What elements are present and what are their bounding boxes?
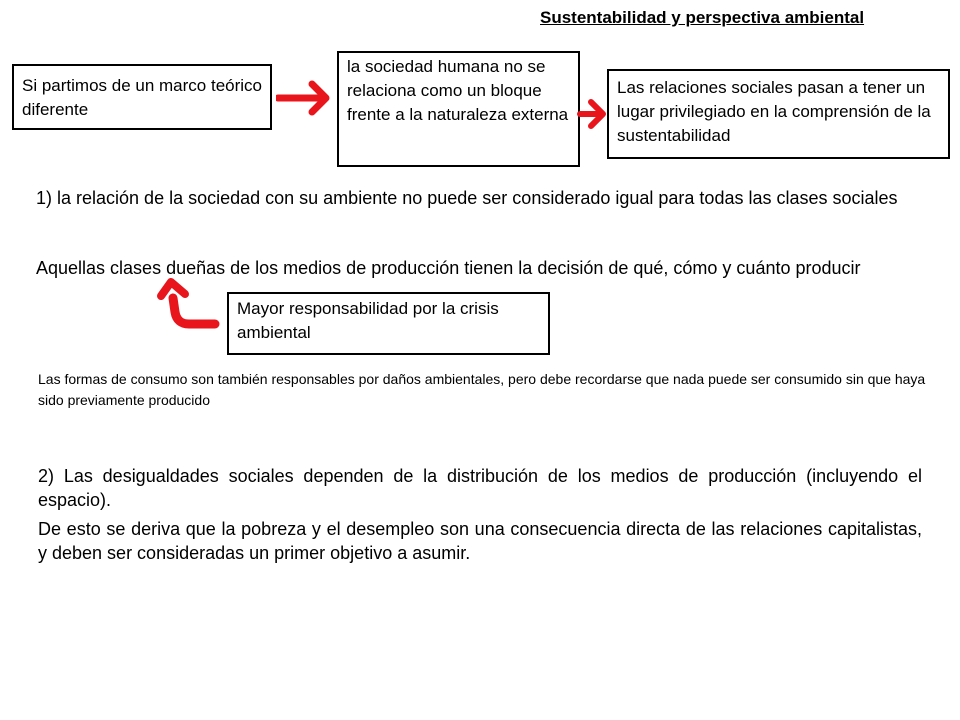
owners-text: Aquellas clases dueñas de los medios de producción tienen la decisión de qué, cómo y cuánto producir bbox=[36, 258, 861, 278]
flow-box-sociedad: la sociedad humana no se relaciona como un bloque frente a la naturaleza externa bbox=[337, 51, 580, 167]
point-2-text: 2) Las desigualdades sociales dependen de la distribución de los medios de producción (incluyendo el espacio). bbox=[38, 466, 922, 510]
consequence-text: De esto se deriva que la pobreza y el desempleo son una consecuencia directa de las relaciones capitalistas, y deben ser consideradas un primer objetivo a asumir. bbox=[38, 519, 922, 563]
curved-up-arrow-icon bbox=[155, 276, 221, 338]
responsibility-box: Mayor responsabilidad por la crisis ambiental bbox=[227, 292, 550, 355]
flow-box-relaciones-sociales: Las relaciones sociales pasan a tener un lugar privilegiado en la comprensión de la sustentabilidad bbox=[607, 69, 950, 159]
consumption-note: Las formas de consumo son también responsables por daños ambientales, pero debe recordarse que nada puede ser consumido sin que haya sido previamente producido bbox=[38, 371, 926, 408]
flow-box-marco-teorico: Si partimos de un marco teórico diferente bbox=[12, 64, 272, 130]
page-title: Sustentabilidad y perspectiva ambiental bbox=[540, 8, 865, 27]
right-arrow-icon bbox=[276, 80, 334, 116]
point-1-text: 1) la relación de la sociedad con su ambiente no puede ser considerado igual para todas las clases sociales bbox=[36, 188, 898, 208]
right-arrow-icon bbox=[577, 96, 609, 132]
